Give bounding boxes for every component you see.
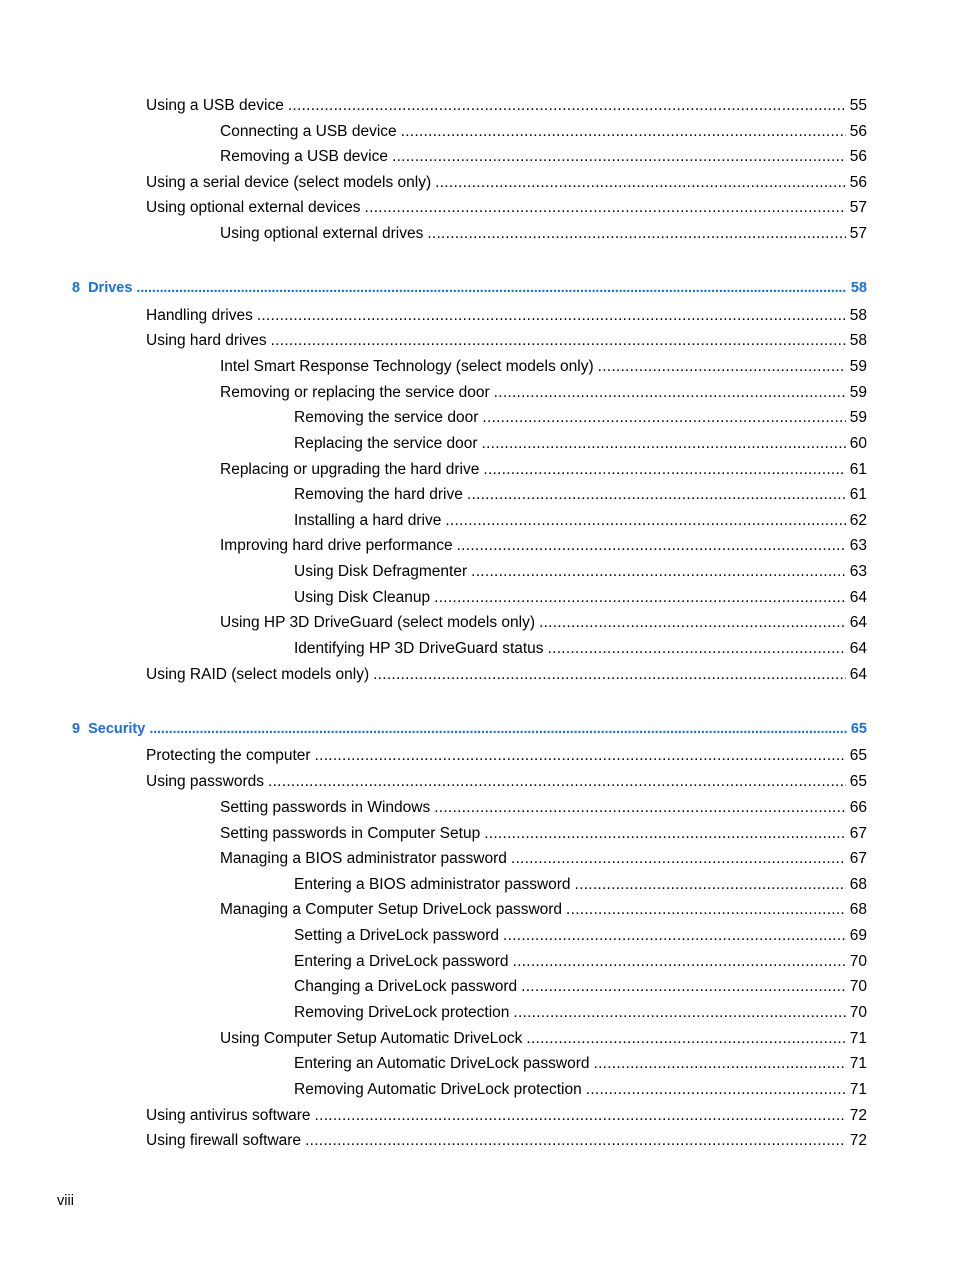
toc-entry-page: 59 bbox=[849, 358, 867, 375]
toc-entry-title: Intel Smart Response Technology (select models only) bbox=[220, 358, 594, 375]
toc-entry-page: 67 bbox=[849, 825, 867, 842]
toc-entry[interactable] bbox=[146, 172, 867, 194]
toc-entry-page: 62 bbox=[849, 512, 867, 529]
toc-entry-page: 72 bbox=[849, 1132, 867, 1149]
toc-entry-title: Using a serial device (select models only) bbox=[146, 174, 432, 191]
toc-entry-page: 70 bbox=[849, 953, 867, 970]
dot-leader bbox=[434, 587, 846, 609]
toc-entry-page: 56 bbox=[849, 174, 867, 191]
toc-entry-title: Using a USB device bbox=[146, 97, 284, 114]
dot-leader bbox=[365, 197, 846, 219]
toc-entry-title: Setting passwords in Windows bbox=[220, 799, 431, 816]
toc-entry-title: Using optional external devices bbox=[146, 199, 361, 216]
toc-entry[interactable] bbox=[146, 305, 867, 327]
dot-leader bbox=[471, 561, 846, 583]
dot-leader bbox=[598, 356, 846, 378]
toc-entry-title: Improving hard drive performance bbox=[220, 537, 453, 554]
toc-entry-page: 70 bbox=[849, 1004, 867, 1021]
dot-leader bbox=[482, 433, 846, 455]
toc-entry-page: 67 bbox=[849, 850, 867, 867]
toc-entry[interactable] bbox=[146, 330, 867, 352]
chapter-number: 8 bbox=[72, 280, 81, 296]
toc-entry-title: Removing Automatic DriveLock protection bbox=[294, 1081, 582, 1098]
toc-entry-page: 57 bbox=[849, 199, 867, 216]
toc-entry[interactable] bbox=[294, 976, 867, 998]
dot-leader bbox=[401, 121, 846, 143]
dot-leader bbox=[482, 407, 845, 429]
toc-entry-page: 69 bbox=[849, 927, 867, 944]
toc-entry-page: 65 bbox=[849, 747, 867, 764]
toc-entry-page: 55 bbox=[849, 97, 867, 114]
toc-entry[interactable] bbox=[220, 382, 867, 404]
toc-entry[interactable] bbox=[146, 197, 867, 219]
toc-entry[interactable] bbox=[146, 664, 867, 686]
toc-entry-page: 58 bbox=[849, 332, 867, 349]
toc-entry-page: 71 bbox=[849, 1030, 867, 1047]
dot-leader bbox=[503, 925, 846, 947]
dot-leader bbox=[513, 1002, 845, 1024]
toc-entry[interactable] bbox=[146, 771, 867, 793]
toc-chapter-entry[interactable] bbox=[72, 277, 867, 299]
dot-leader bbox=[494, 382, 846, 404]
toc-entry-title: Removing DriveLock protection bbox=[294, 1004, 510, 1021]
toc-entry[interactable] bbox=[294, 1002, 867, 1024]
toc-entry-page: 57 bbox=[849, 225, 867, 242]
toc-entry[interactable] bbox=[294, 433, 867, 455]
toc-entry-title: Using firewall software bbox=[146, 1132, 302, 1149]
toc-entry[interactable] bbox=[294, 561, 867, 583]
toc-entry-page: 58 bbox=[850, 280, 867, 296]
toc-entry[interactable] bbox=[220, 146, 867, 168]
toc-entry-title: Replacing or upgrading the hard drive bbox=[220, 461, 480, 478]
toc-entry[interactable] bbox=[220, 223, 867, 245]
toc-entry[interactable] bbox=[146, 95, 867, 117]
toc-entry[interactable] bbox=[220, 459, 867, 481]
toc-entry-title: Using Disk Defragmenter bbox=[294, 563, 468, 580]
toc-entry[interactable] bbox=[294, 407, 867, 429]
toc-entry-page: 61 bbox=[849, 461, 867, 478]
toc-entry-page: 59 bbox=[849, 409, 867, 426]
toc-entry-page: 72 bbox=[849, 1107, 867, 1124]
toc-entry-title: Using Disk Cleanup bbox=[294, 589, 431, 606]
dot-leader bbox=[526, 1028, 845, 1050]
toc-entry[interactable] bbox=[294, 951, 867, 973]
toc-entry-page: 56 bbox=[849, 148, 867, 165]
toc-entry[interactable] bbox=[294, 484, 867, 506]
toc-entry[interactable] bbox=[220, 899, 867, 921]
toc-entry-title: Changing a DriveLock password bbox=[294, 978, 518, 995]
toc-entry-title: Connecting a USB device bbox=[220, 123, 397, 140]
dot-leader bbox=[268, 771, 846, 793]
dot-leader bbox=[136, 277, 846, 299]
toc-entry-title: Protecting the computer bbox=[146, 747, 311, 764]
toc-entry-title: Using passwords bbox=[146, 773, 265, 790]
toc-entry-page: 59 bbox=[849, 384, 867, 401]
toc-entry-title: Drives bbox=[88, 280, 133, 296]
toc-entry[interactable] bbox=[294, 874, 867, 896]
dot-leader bbox=[548, 638, 846, 660]
toc-entry-page: 61 bbox=[849, 486, 867, 503]
toc-entry-title: Replacing the service door bbox=[294, 435, 478, 452]
toc-entry[interactable] bbox=[294, 1079, 867, 1101]
dot-leader bbox=[539, 612, 846, 634]
dot-leader bbox=[445, 510, 845, 532]
toc-entry-title: Using HP 3D DriveGuard (select models only) bbox=[220, 614, 535, 631]
toc-entry-page: 64 bbox=[849, 640, 867, 657]
toc-entry-page: 64 bbox=[849, 666, 867, 683]
dot-leader bbox=[427, 223, 845, 245]
dot-leader bbox=[511, 848, 846, 870]
toc-entry[interactable] bbox=[294, 510, 867, 532]
toc-entry-page: 65 bbox=[850, 721, 867, 737]
dot-leader bbox=[373, 664, 846, 686]
dot-leader bbox=[513, 951, 846, 973]
toc-entry[interactable] bbox=[294, 925, 867, 947]
toc-entry-title: Managing a BIOS administrator password bbox=[220, 850, 507, 867]
toc-entry-page: 70 bbox=[849, 978, 867, 995]
toc-entry-title: Entering an Automatic DriveLock password bbox=[294, 1055, 590, 1072]
dot-leader bbox=[315, 745, 846, 767]
chapter-number: 9 bbox=[72, 721, 81, 737]
toc-entry[interactable] bbox=[220, 356, 867, 378]
toc-entry-page: 64 bbox=[849, 614, 867, 631]
toc-entry-title: Handling drives bbox=[146, 307, 253, 324]
toc-entry-page: 56 bbox=[849, 123, 867, 140]
dot-leader bbox=[467, 484, 846, 506]
toc-entry[interactable] bbox=[220, 1028, 867, 1050]
toc-entry-title: Entering a DriveLock password bbox=[294, 953, 509, 970]
toc-entry-title: Removing a USB device bbox=[220, 148, 388, 165]
toc-entry-title: Removing or replacing the service door bbox=[220, 384, 490, 401]
dot-leader bbox=[149, 718, 847, 740]
page-number: viii bbox=[57, 1193, 74, 1209]
toc-entry-title: Using hard drives bbox=[146, 332, 267, 349]
toc-entry-page: 71 bbox=[849, 1055, 867, 1072]
dot-leader bbox=[521, 976, 846, 998]
toc-entry[interactable] bbox=[146, 1130, 867, 1152]
toc-entry[interactable] bbox=[220, 535, 867, 557]
toc-entry[interactable] bbox=[294, 587, 867, 609]
dot-leader bbox=[434, 797, 846, 819]
toc-entry-title: Managing a Computer Setup DriveLock password bbox=[220, 901, 563, 918]
dot-leader bbox=[288, 95, 846, 117]
toc-chapter-entry[interactable] bbox=[72, 718, 867, 740]
dot-leader bbox=[271, 330, 846, 352]
dot-leader bbox=[594, 1053, 846, 1075]
dot-leader bbox=[575, 874, 846, 896]
dot-leader bbox=[457, 535, 846, 557]
dot-leader bbox=[257, 305, 846, 327]
toc-entry[interactable] bbox=[220, 121, 867, 143]
toc-entry-page: 66 bbox=[849, 799, 867, 816]
toc-entry-page: 60 bbox=[849, 435, 867, 452]
dot-leader bbox=[566, 899, 846, 921]
toc-entry-page: 71 bbox=[849, 1081, 867, 1098]
toc-entry[interactable] bbox=[220, 848, 867, 870]
toc-entry[interactable] bbox=[146, 745, 867, 767]
toc-entry-title: Using antivirus software bbox=[146, 1107, 311, 1124]
dot-leader bbox=[586, 1079, 846, 1101]
dot-leader bbox=[483, 459, 845, 481]
toc-entry-title: Using optional external drives bbox=[220, 225, 424, 242]
toc-entry[interactable] bbox=[220, 612, 867, 634]
toc-entry-title: Entering a BIOS administrator password bbox=[294, 876, 571, 893]
toc-entry[interactable] bbox=[294, 638, 867, 660]
toc-entry-page: 64 bbox=[849, 589, 867, 606]
toc-entry-title: Setting passwords in Computer Setup bbox=[220, 825, 481, 842]
toc-entry-title: Setting a DriveLock password bbox=[294, 927, 500, 944]
toc-entry[interactable] bbox=[146, 1105, 867, 1127]
toc-entry-title: Using RAID (select models only) bbox=[146, 666, 370, 683]
toc-entry-title: Using Computer Setup Automatic DriveLock bbox=[220, 1030, 523, 1047]
dot-leader bbox=[305, 1130, 846, 1152]
toc-entry-page: 63 bbox=[849, 537, 867, 554]
toc-entry-title: Security bbox=[88, 721, 146, 737]
toc-entry-page: 68 bbox=[849, 901, 867, 918]
toc-entry-title: Installing a hard drive bbox=[294, 512, 442, 529]
dot-leader bbox=[435, 172, 846, 194]
toc-entry[interactable] bbox=[220, 823, 867, 845]
toc-entry-title: Identifying HP 3D DriveGuard status bbox=[294, 640, 544, 657]
toc-entry-title: Removing the service door bbox=[294, 409, 479, 426]
toc-entry-page: 58 bbox=[849, 307, 867, 324]
toc-entry[interactable] bbox=[220, 797, 867, 819]
toc-entry-page: 68 bbox=[849, 876, 867, 893]
dot-leader bbox=[315, 1105, 846, 1127]
dot-leader bbox=[392, 146, 846, 168]
toc-entry-page: 63 bbox=[849, 563, 867, 580]
toc-entry-title: Removing the hard drive bbox=[294, 486, 463, 503]
dot-leader bbox=[484, 823, 846, 845]
toc-entry-page: 65 bbox=[849, 773, 867, 790]
toc-entry[interactable] bbox=[294, 1053, 867, 1075]
